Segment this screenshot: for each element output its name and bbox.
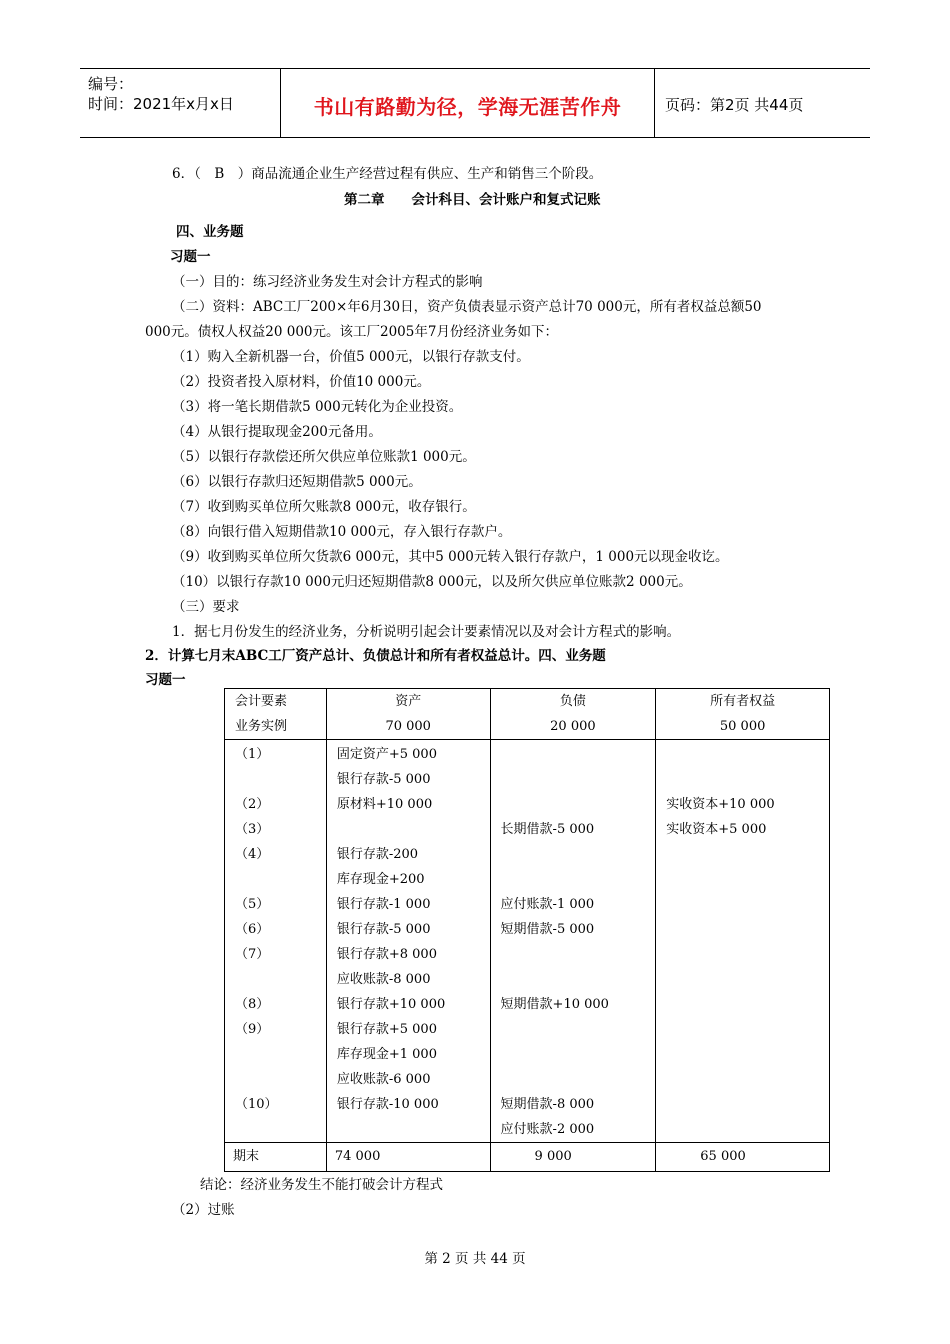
header-liability-value: 20 000: [550, 719, 596, 734]
equity-cell: [656, 1092, 829, 1117]
asset-cell: 银行存款-200: [336, 847, 419, 862]
asset-cell: [327, 817, 490, 842]
posting-line: （2）过账: [172, 1202, 235, 1218]
liability-cell: [491, 767, 656, 792]
asset-cell: 银行存款-5 000: [336, 922, 431, 937]
case-cell: （1）: [235, 747, 270, 762]
case-cell: （10）: [235, 1097, 278, 1112]
header-asset-label: 资产: [395, 694, 422, 709]
liability-cell: [491, 792, 656, 817]
liability-cell: [491, 1017, 656, 1042]
liability-cell: [491, 867, 656, 892]
header-element-label: 会计要素: [235, 694, 288, 709]
equity-cell: [656, 1067, 829, 1092]
item-9: （9）收到购买单位所欠货款6 000元，其中5 000元转入银行存款户，1 000元以现金收讫。: [172, 549, 729, 565]
asset-cell: 银行存款-1 000: [336, 897, 431, 912]
asset-cell: 库存现金+200: [336, 872, 425, 887]
header-equity-value: 50 000: [719, 719, 766, 734]
liability-cell: 应付账款-1 000: [500, 897, 595, 912]
header-asset-cell: [326, 689, 490, 740]
asset-cell: 银行存款-10 000: [336, 1097, 439, 1112]
equity-cell: [656, 992, 829, 1017]
liability-cell: [491, 942, 656, 967]
equity-column: [656, 740, 830, 1143]
end-asset-cell: 74 000: [326, 1143, 490, 1172]
time-label: 时间：2021年x月x日: [88, 95, 234, 113]
liability-cell: [491, 1067, 656, 1092]
header-liability-label: 负债: [559, 694, 586, 709]
equity-cell: 实收资本+10 000: [666, 797, 775, 812]
case-cell: （7）: [235, 947, 270, 962]
item-1: （1）购入全新机器一台，价值5 000元，以银行存款支付。: [172, 349, 530, 365]
end-liability-cell: 9 000: [490, 1143, 656, 1172]
exercise-title: 习题一: [170, 249, 211, 265]
page-number-label: 页码：第2页 共44页: [665, 96, 804, 114]
liability-cell: 长期借款-5 000: [500, 822, 595, 837]
asset-cell: 银行存款+5 000: [336, 1022, 437, 1037]
case-cell: （5）: [235, 897, 270, 912]
item-2: （2）投资者投入原材料，价值10 000元。: [172, 374, 431, 390]
asset-cell: 固定资产+5 000: [336, 747, 437, 762]
case-cell: [225, 967, 326, 992]
item-7: （7）收到购买单位所欠账款8 000元，收存银行。: [172, 499, 476, 515]
case-cell: [225, 1042, 326, 1067]
header-equity-cell: [656, 689, 830, 740]
liability-cell: 短期借款-5 000: [500, 922, 595, 937]
asset-cell: 应收账款-8 000: [336, 972, 431, 987]
asset-cell: 银行存款+8 000: [336, 947, 437, 962]
case-column: [225, 740, 327, 1143]
equity-cell: [656, 917, 829, 942]
equity-cell: [656, 967, 829, 992]
case-cell: （4）: [235, 847, 270, 862]
material-line-1: （二）资料：ABC工厂200×年6月30日，资产负债表显示资产总计70 000元，所有者权益总额50: [172, 299, 762, 315]
asset-cell: 银行存款-5 000: [336, 772, 431, 787]
accounting-equation-table: [224, 688, 830, 1172]
item-4: （4）从银行提取现金200元备用。: [172, 424, 382, 440]
requirement-heading: （三）要求: [172, 599, 240, 615]
header-right: [655, 69, 870, 137]
asset-cell: 原材料+10 000: [336, 797, 433, 812]
item-3: （3）将一笔长期借款5 000元转化为企业投资。: [172, 399, 463, 415]
table-body-row: [225, 740, 830, 1143]
case-cell: [225, 1067, 326, 1092]
chapter-title: 第二章 会计科目、会计账户和复式记账: [344, 192, 601, 208]
asset-cell: 库存现金+1 000: [336, 1047, 437, 1062]
case-cell: [225, 867, 326, 892]
header-liability-cell: [490, 689, 656, 740]
header-case-label: 业务实例: [235, 719, 288, 734]
liability-cell: [491, 1042, 656, 1067]
liability-cell: [491, 967, 656, 992]
equity-cell: [656, 1017, 829, 1042]
table-end-row: [225, 1143, 830, 1172]
item-6: （6）以银行存款归还短期借款5 000元。: [172, 474, 422, 490]
case-cell: [225, 1117, 326, 1142]
case-cell: （2）: [235, 797, 270, 812]
liability-cell: 短期借款+10 000: [500, 997, 609, 1012]
case-cell: （3）: [235, 822, 270, 837]
equity-cell: [656, 742, 829, 767]
equity-cell: [656, 892, 829, 917]
equity-cell: 实收资本+5 000: [666, 822, 767, 837]
equity-cell: [656, 767, 829, 792]
table-header-row: [225, 689, 830, 740]
equity-cell: [656, 867, 829, 892]
liability-cell: [491, 742, 656, 767]
header-equity-label: 所有者权益: [710, 694, 776, 709]
item-8: （8）向银行借入短期借款10 000元，存入银行存款户。: [172, 524, 512, 540]
case-cell: [225, 767, 326, 792]
equity-cell: [656, 942, 829, 967]
liability-column: [490, 740, 656, 1143]
equity-cell: [656, 1042, 829, 1067]
purpose-line: （一）目的：练习经济业务发生对会计方程式的影响: [172, 274, 483, 290]
header-asset-value: 70 000: [385, 719, 431, 734]
liability-cell: [491, 842, 656, 867]
number-label: 编号：: [88, 75, 134, 93]
material-line-2: 000元。债权人权益20 000元。该工厂2005年7月份经济业务如下：: [145, 324, 558, 340]
requirement-2: 2．计算七月末ABC工厂资产总计、负债总计和所有者权益总计。四、业务题: [145, 648, 606, 664]
asset-column: [326, 740, 490, 1143]
liability-cell: 短期借款-8 000: [500, 1097, 595, 1112]
exercise-title-2: 习题一: [145, 672, 186, 688]
header-case-cell: [225, 689, 327, 740]
section-title: 四、业务题: [176, 224, 244, 240]
header-motto: 书山有路勤为径，学海无涯苦作舟: [313, 95, 622, 119]
page-header: [80, 68, 870, 138]
equity-cell: [656, 1117, 829, 1142]
requirement-1: 1．据七月份发生的经济业务，分析说明引起会计要素情况以及对会计方程式的影响。: [172, 624, 681, 640]
asset-cell: 银行存款+10 000: [336, 997, 446, 1012]
item-10: （10）以银行存款10 000元归还短期借款8 000元，以及所欠供应单位账款2 000元。: [172, 574, 692, 590]
case-cell: （8）: [235, 997, 270, 1012]
asset-cell: 应收账款-6 000: [336, 1072, 431, 1087]
case-cell: （6）: [235, 922, 270, 937]
end-equity-cell: 65 000: [656, 1143, 830, 1172]
question-6: 6．（ B ）商品流通企业生产经营过程有供应、生产和销售三个阶段。: [172, 166, 603, 182]
header-left: [80, 69, 280, 137]
equity-cell: [656, 842, 829, 867]
conclusion-line: 结论：经济业务发生不能打破会计方程式: [200, 1177, 443, 1193]
page-footer: 第 2 页 共 44 页: [424, 1251, 526, 1267]
end-label-cell: 期末: [225, 1143, 327, 1172]
liability-cell: 应付账款-2 000: [500, 1122, 595, 1137]
item-5: （5）以银行存款偿还所欠供应单位账款1 000元。: [172, 449, 476, 465]
header-middle: [280, 69, 655, 137]
case-cell: （9）: [235, 1022, 270, 1037]
asset-cell: [327, 1117, 490, 1142]
